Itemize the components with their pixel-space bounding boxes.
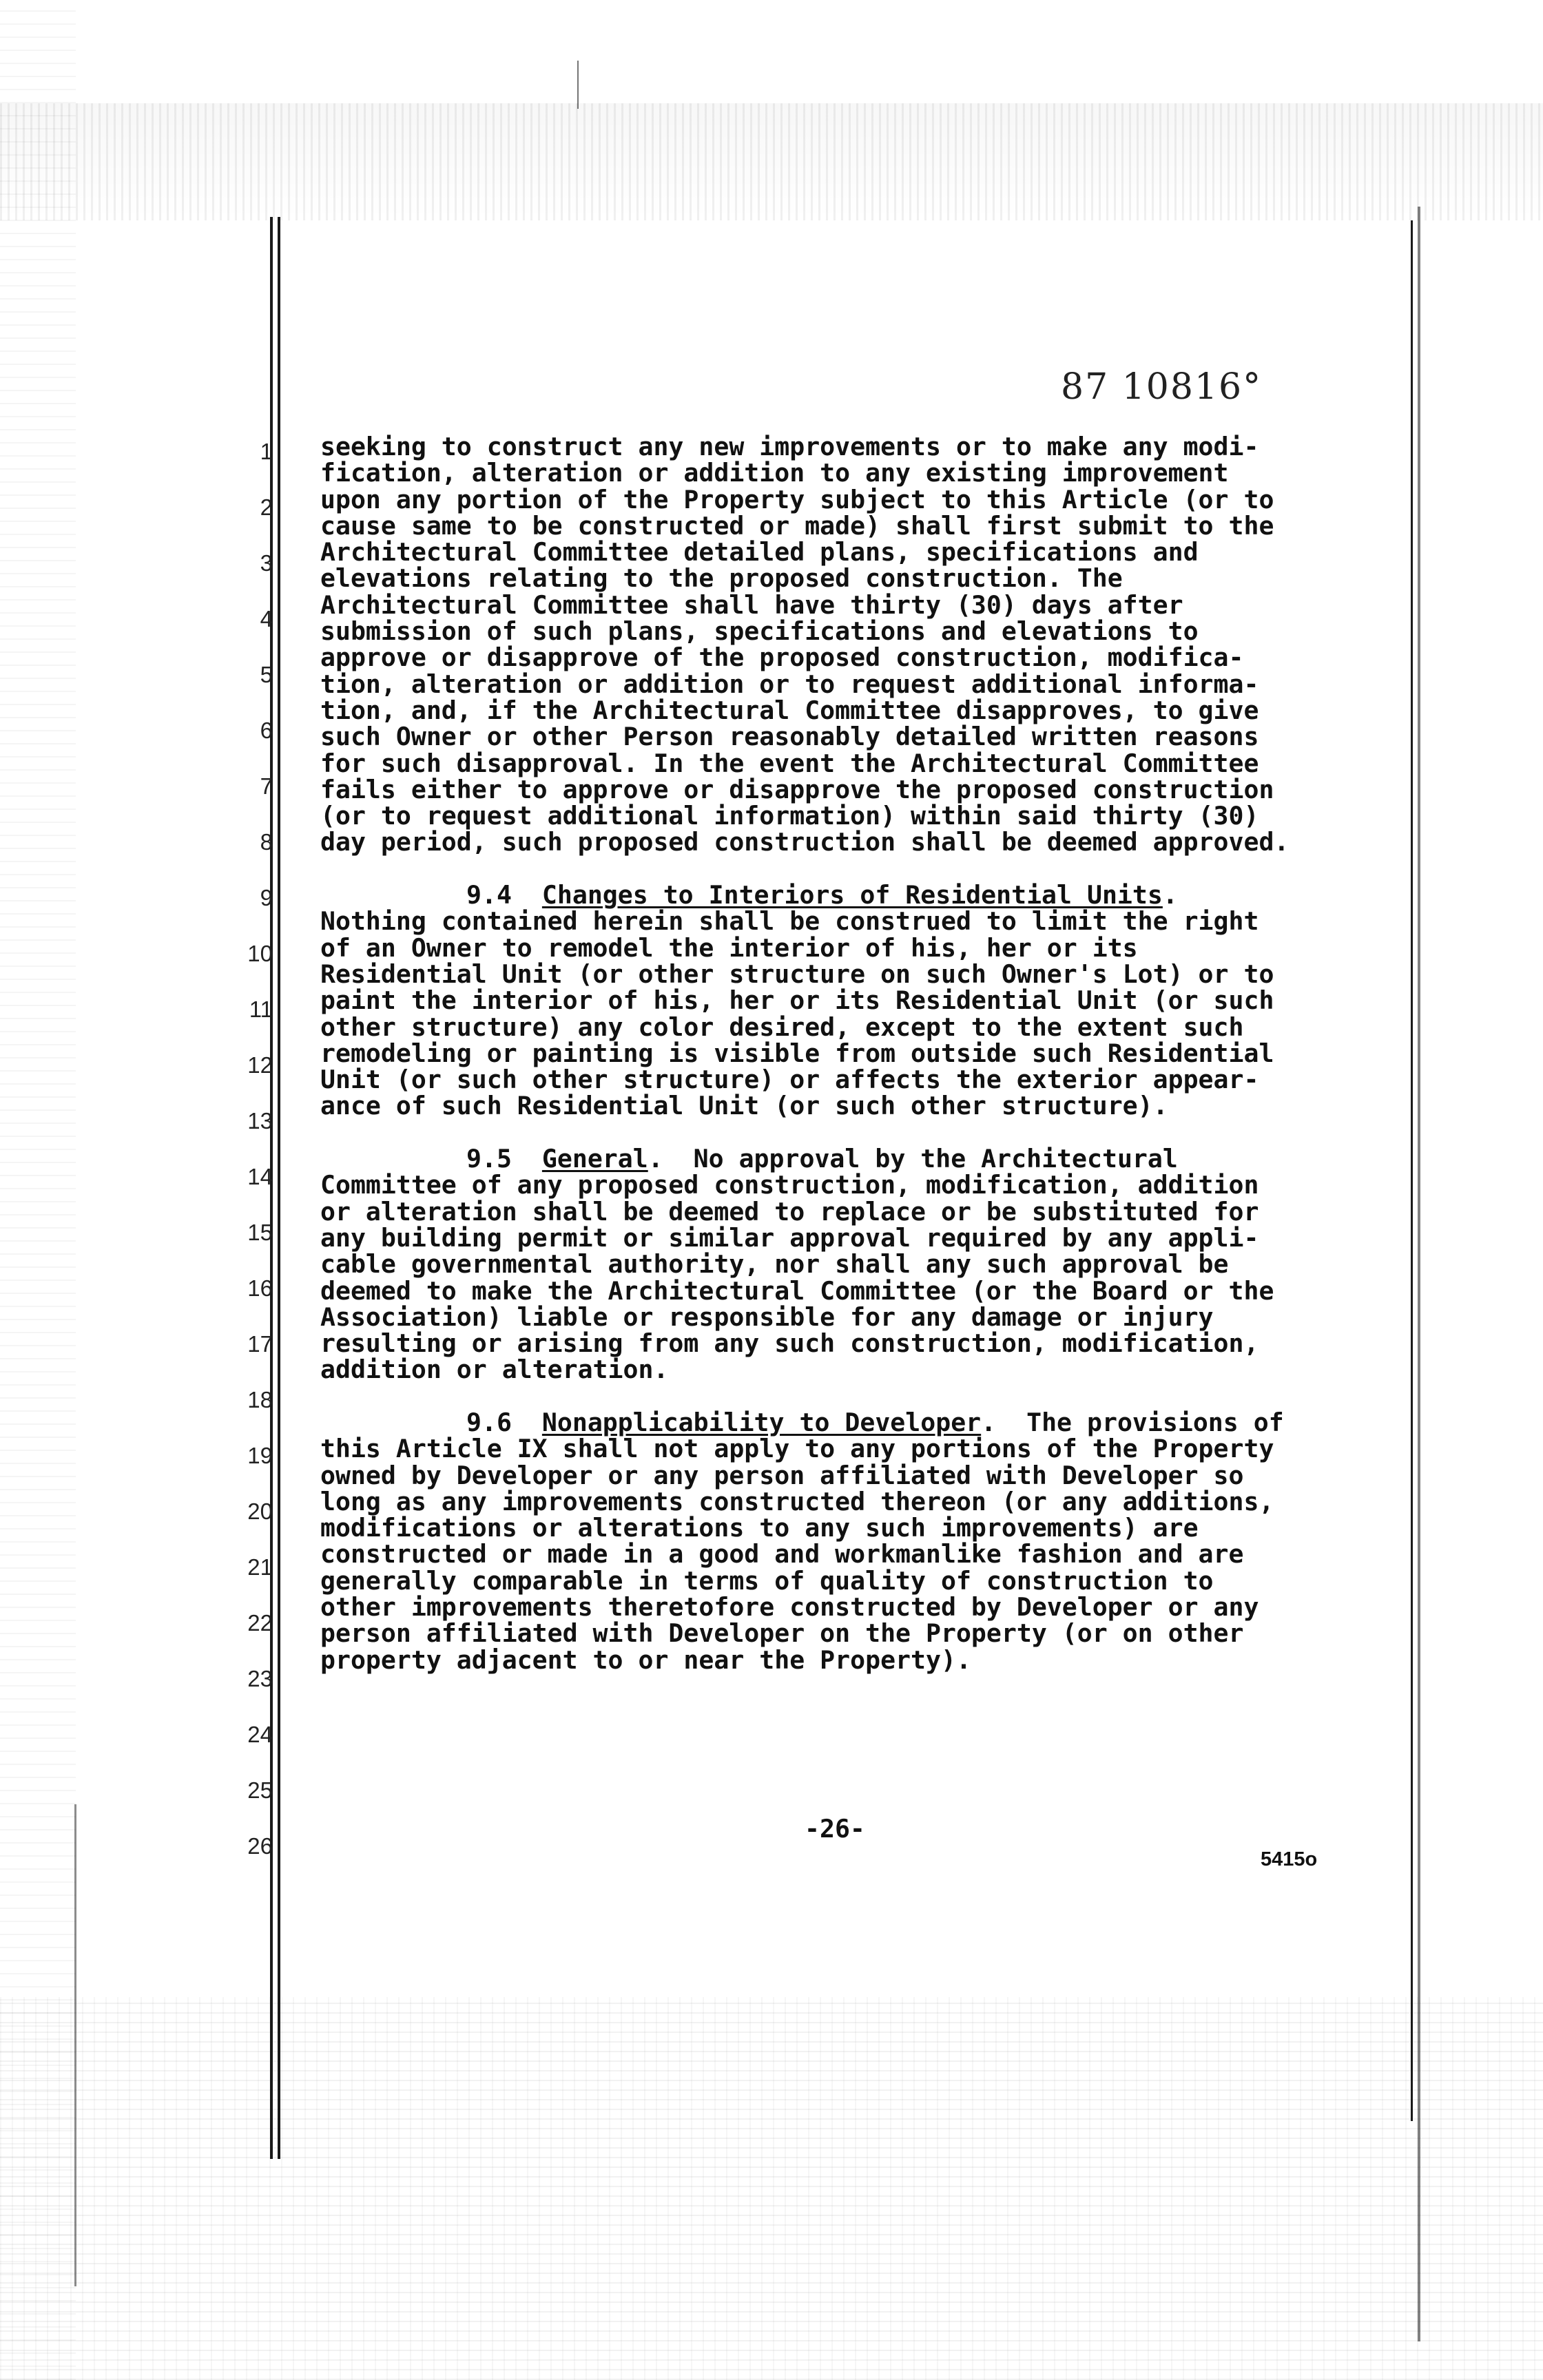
text-line: Association) liable or responsible for any damage or injury: [320, 1302, 1214, 1332]
text-line: owned by Developer or any person affiliated with Developer so: [320, 1460, 1244, 1490]
line-number: 18: [247, 1387, 273, 1412]
text-line: Nothing contained herein shall be construed to limit the right: [320, 906, 1259, 937]
text-line: for such disapproval. In the event the Architectural Committee: [320, 748, 1259, 778]
text-line: tion, and, if the Architectural Committee disapproves, to give: [320, 695, 1259, 725]
text-line: tion, alteration or addition or to request additional informa-: [320, 669, 1259, 699]
line-number: 14: [247, 1164, 273, 1189]
section-number: 9.4: [466, 880, 512, 910]
line-number: 20: [247, 1499, 273, 1524]
section-number: 9.5: [466, 1144, 512, 1174]
line-number: 21: [247, 1554, 273, 1580]
text-line: constructed or made in a good and workmanlike fashion and are: [320, 1539, 1244, 1569]
text-line: Residential Unit (or other structure on such Owner's Lot) or to: [320, 959, 1274, 989]
line-number: 11: [249, 996, 273, 1022]
text-line: person affiliated with Developer on the Property (or on other: [320, 1618, 1244, 1649]
text-line: elevations relating to the proposed construction. The: [320, 563, 1123, 594]
line-number: 2: [260, 494, 273, 520]
line-number: 25: [247, 1777, 273, 1803]
text-line: this Article IX shall not apply to any portions of the Property: [320, 1434, 1274, 1464]
line-number: 15: [247, 1220, 273, 1245]
text-line: seeking to construct any new improvements or to make any modi-: [320, 432, 1259, 461]
line-number: 8: [260, 829, 273, 855]
text-line: Unit (or such other structure) or affects the exterior appear-: [320, 1065, 1259, 1095]
line-number: 6: [260, 718, 273, 743]
text-line: cause same to be constructed or made) shall first submit to the: [320, 510, 1274, 541]
text-line: addition or alteration.: [320, 1355, 669, 1385]
line-number: 7: [260, 773, 273, 799]
line-number: 9: [260, 885, 273, 910]
text-line: property adjacent to or near the Property).: [320, 1645, 971, 1675]
left-margin-rule-inner: [278, 217, 280, 2159]
scan-noise-bottom: [0, 1997, 1543, 2380]
text-line: upon any portion of the Property subject to this Article (or to: [320, 484, 1274, 514]
text-line: generally comparable in terms of quality of construction to: [320, 1565, 1214, 1596]
text-line: such Owner or other Person reasonably detailed written reasons: [320, 722, 1259, 752]
text-line: other improvements theretofore constructed by Developer or any: [320, 1592, 1259, 1622]
line-number: 12: [247, 1052, 273, 1078]
line-number: 26: [247, 1833, 273, 1859]
line-number: 22: [247, 1610, 273, 1636]
section-heading-line: 9.4 Changes to Interiors of Residential Units.: [466, 880, 1178, 910]
right-margin-rule: [1411, 220, 1413, 2121]
line-number: 19: [247, 1443, 273, 1468]
text-line: modifications or alterations to any such improvements) are: [320, 1513, 1199, 1543]
line-number: 5: [260, 662, 273, 687]
text-line: day period, such proposed construction shall be deemed approved.: [320, 827, 1290, 857]
line-number: 17: [247, 1331, 273, 1357]
text-line: fication, alteration or addition to any existing improvement: [320, 458, 1229, 488]
section-heading-line: 9.6 Nonapplicability to Developer. The provisions of: [466, 1407, 1284, 1437]
right-margin-rule-outer: [1418, 207, 1420, 2341]
text-line: ance of such Residential Unit (or such other structure).: [320, 1091, 1168, 1121]
line-number: 16: [247, 1275, 273, 1301]
line-number: 13: [247, 1108, 273, 1134]
section-heading: General: [541, 1144, 648, 1174]
text-line: any building permit or similar approval required by any appli-: [320, 1222, 1259, 1253]
text-line: or alteration shall be deemed to replace or be substituted for: [320, 1196, 1259, 1226]
page-number: -26-: [805, 1814, 865, 1844]
section-9-4: [320, 882, 1405, 1120]
section-9-6: [320, 1407, 1405, 1675]
scan-noise-top: [0, 103, 1543, 220]
line-number: 1: [260, 439, 273, 464]
text-line: Architectural Committee shall have thirty (30) days after: [320, 589, 1183, 620]
text-line: resulting or arising from any such construction, modification,: [320, 1328, 1259, 1359]
scan-mark: [577, 61, 579, 109]
text-line: cable governmental authority, nor shall any such approval be: [320, 1249, 1229, 1280]
section-number: 9.6: [466, 1407, 512, 1437]
text-line: paint the interior of his, her or its Residential Unit (or such: [320, 985, 1274, 1016]
document-code: 5415o: [1261, 1848, 1318, 1870]
text-line: long as any improvements constructed thereon (or any additions,: [320, 1486, 1274, 1516]
document-body: [320, 434, 1405, 1673]
document-number: 87 10816°: [1061, 366, 1263, 408]
text-line: deemed to make the Architectural Committee (or the Board or the: [320, 1275, 1274, 1306]
section-heading-line: 9.5 General. No approval by the Architectural: [466, 1144, 1178, 1174]
line-number: 3: [260, 550, 273, 576]
text-line: remodeling or painting is visible from outside such Residential: [320, 1038, 1274, 1068]
text-line: of an Owner to remodel the interior of his, her or its: [320, 932, 1138, 963]
text-line: other structure) any color desired, except to the extent such: [320, 1012, 1244, 1042]
text-line: Committee of any proposed construction, modification, addition: [320, 1170, 1259, 1200]
scan-edge-rule: [74, 1804, 76, 2286]
text-line: approve or disapprove of the proposed construction, modifica-: [320, 643, 1244, 673]
line-number: 23: [247, 1666, 273, 1691]
section-9-5: [320, 1146, 1405, 1384]
text-line: fails either to approve or disapprove the proposed construction: [320, 774, 1274, 804]
line-number: 10: [247, 941, 273, 966]
text-line: Architectural Committee detailed plans, specifications and: [320, 537, 1199, 567]
text-line: No approval by the Architectural: [693, 1144, 1178, 1174]
text-line: (or to request additional information) within said thirty (30): [320, 801, 1259, 831]
paragraph-architectural-approval: [320, 434, 1405, 856]
text-line: The provisions of: [1026, 1407, 1284, 1437]
text-line: submission of such plans, specifications and elevations to: [320, 616, 1199, 647]
section-heading: Nonapplicability to Developer: [541, 1407, 982, 1437]
section-heading: Changes to Interiors of Residential Units: [541, 880, 1163, 910]
line-number: 24: [247, 1722, 273, 1747]
line-number: 4: [260, 606, 273, 631]
